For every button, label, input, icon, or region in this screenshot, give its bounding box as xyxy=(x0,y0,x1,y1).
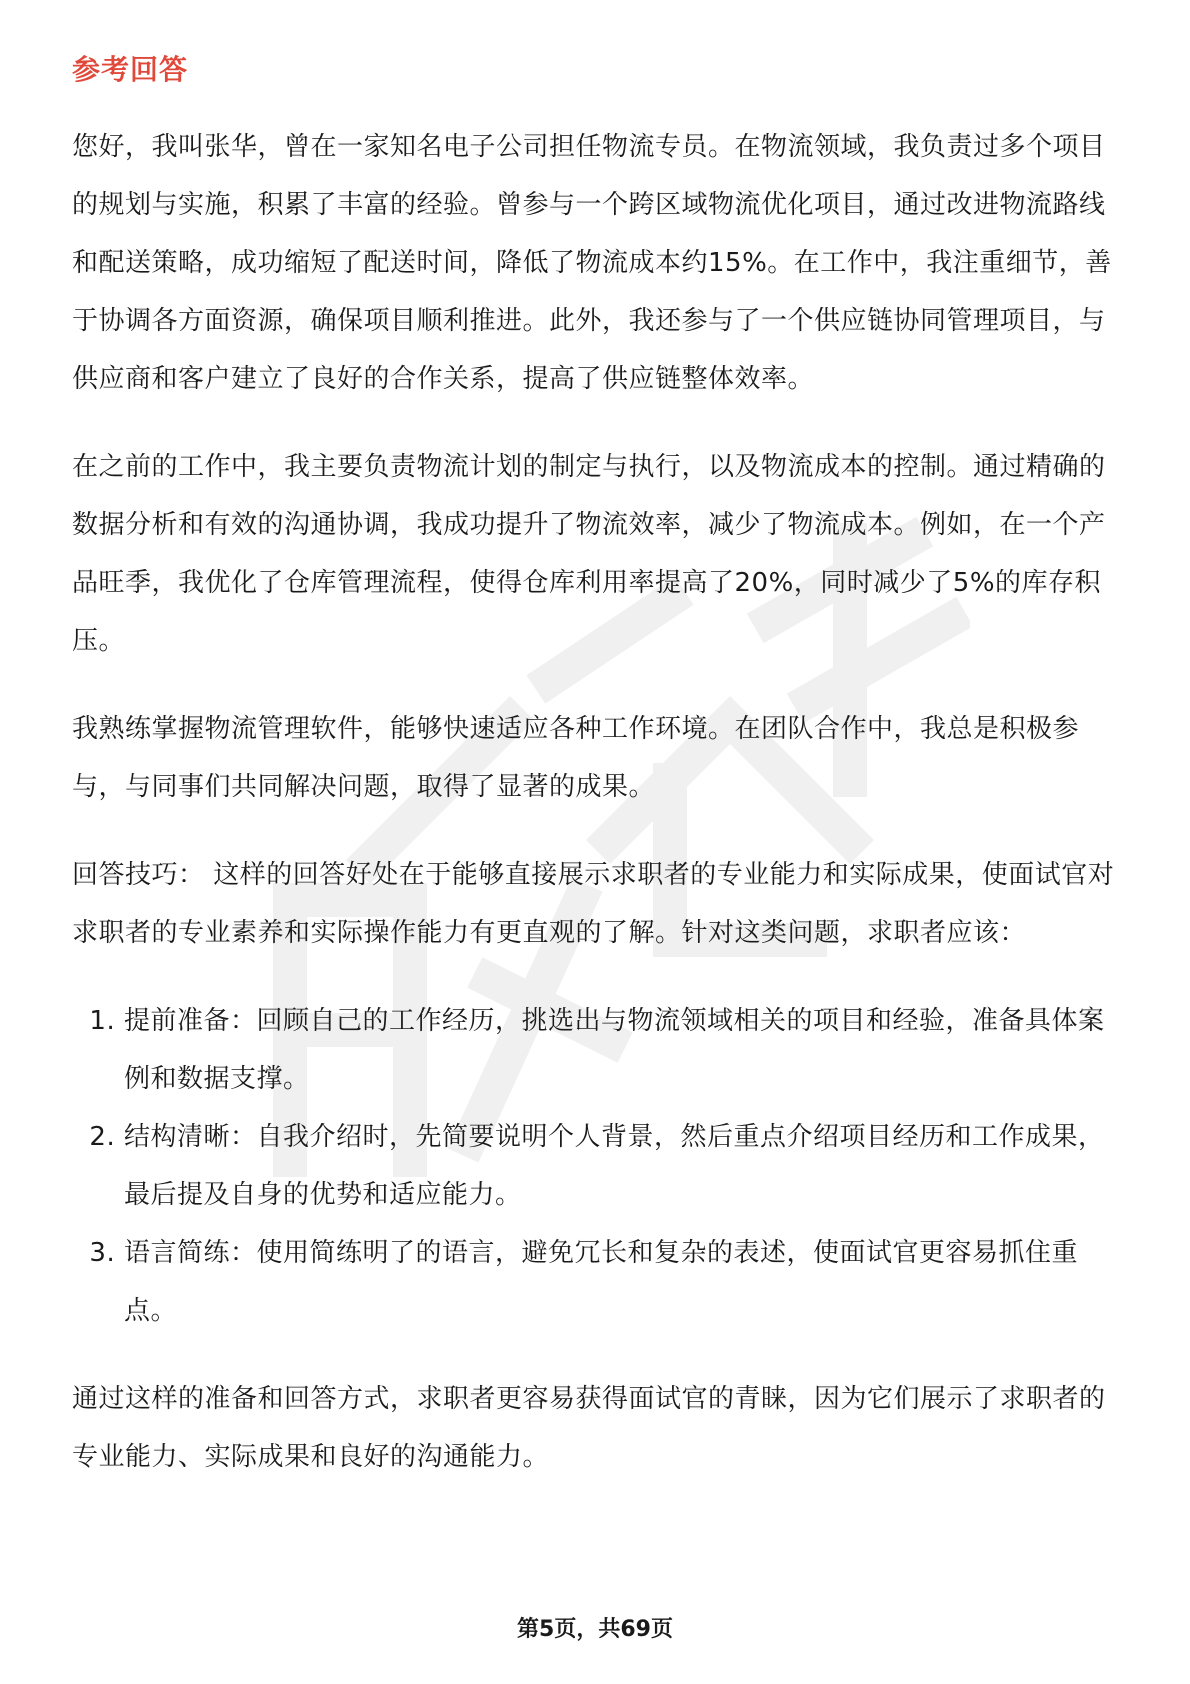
list-item: 1. 提前准备：回顾自己的工作经历，挑选出与物流领域相关的项目和经验，准备具体案例和数据支撑。 xyxy=(124,992,1122,1108)
list-item: 3. 语言简练：使用简练明了的语言，避免冗长和复杂的表述，使面试官更容易抓住重点。 xyxy=(124,1224,1122,1340)
paragraph-tips: 回答技巧： 这样的回答好处在于能够直接展示求职者的专业能力和实际成果，使面试官对求职者的专业素养和实际操作能力有更直观的了解。针对这类问题，求职者应该： xyxy=(72,860,1115,948)
paragraph-experience: 在之前的工作中，我主要负责物流计划的制定与执行，以及物流成本的控制。通过精确的数据分析和有效的沟通协调，我成功提升了物流效率，减少了物流成本。例如，在一个产品旺季，我优化了仓库管理流程，使得仓库利用率提高了20%，同时减少了5%的库存积压。 xyxy=(72,452,1106,656)
page-number: 第5页，共69页 xyxy=(517,1617,673,1642)
paragraph-intro: 您好，我叫张华，曾在一家知名电子公司担任物流专员。在物流领域，我负责过多个项目的规划与实施，积累了丰富的经验。曾参与一个跨区域物流优化项目，通过改进物流路线和配送策略，成功缩短了配送时间，降低了物流成本约15%。在工作中，我注重细节，善于协调各方面资源，确保项目顺利推进。此外，我还参与了一个供应链协同管理项目，与供应商和客户建立了良好的合作关系，提高了供应链整体效率。 xyxy=(72,132,1112,394)
tips-list xyxy=(72,992,1122,1340)
answer-body xyxy=(72,118,1122,1516)
list-item: 2. 结构清晰：自我介绍时，先简要说明个人背景，然后重点介绍项目经历和工作成果，最后提及自身的优势和适应能力。 xyxy=(124,1108,1122,1224)
paragraph-closing: 通过这样的准备和回答方式，求职者更容易获得面试官的青睐，因为它们展示了求职者的专业能力、实际成果和良好的沟通能力。 xyxy=(72,1384,1106,1472)
section-heading: 参考回答 xyxy=(72,53,189,86)
paragraph-skills: 我熟练掌握物流管理软件，能够快速适应各种工作环境。在团队合作中，我总是积极参与，与同事们共同解决问题，取得了显著的成果。 xyxy=(72,714,1080,802)
